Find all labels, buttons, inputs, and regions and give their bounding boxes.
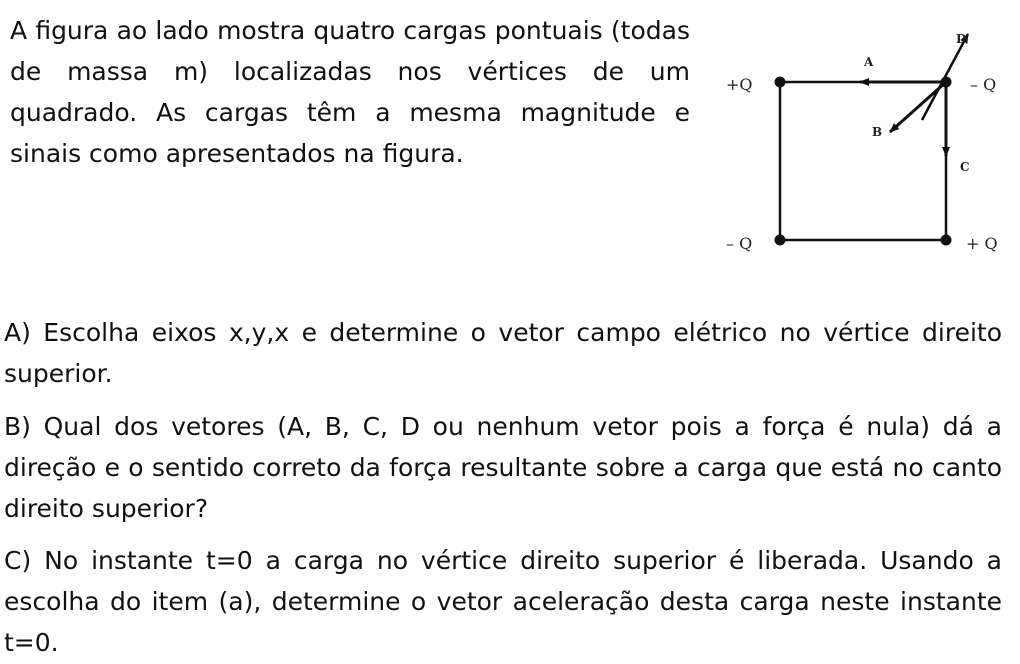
charge-top-left [775, 77, 786, 88]
vector-a-label: A [864, 55, 874, 69]
vector-d-label: D [956, 32, 967, 46]
charge-bottom-right [941, 235, 952, 246]
charge-top-right [941, 77, 952, 88]
question-b: B) Qual dos vetores (A, B, C, D ou nenhum vetor pois a força é nula) dá a direção e o sentido correto da força resultante sobre a carga que está no canto direito superior? [4, 412, 1002, 523]
label-top-left: +Q [726, 75, 753, 94]
vector-b-label: B [872, 125, 883, 139]
charge-square-figure [718, 20, 1014, 280]
question-c: C) No instante t=0 a carga no vértice direito superior é liberada. Usando a escolha do item (a), determine o vetor aceleração desta carga neste instante t=0. [4, 546, 1002, 657]
label-bottom-right: + Q [966, 234, 998, 253]
vector-c-label: C [960, 160, 970, 174]
charge-bottom-left [775, 235, 786, 246]
label-top-right: – Q [970, 75, 997, 94]
vector-b-arrow [890, 82, 946, 132]
problem-statement: A figura ao lado mostra quatro cargas pontuais (todas de massa m) localizadas nos vértices de um quadrado. As cargas têm a mesma magnitude e sinais como apresentados na figura. [10, 16, 690, 168]
square-diagram [718, 20, 1014, 280]
question-a: A) Escolha eixos x,y,x e determine o vetor campo elétrico no vértice direito superior. [4, 318, 1002, 388]
label-bottom-left: – Q [726, 234, 753, 253]
